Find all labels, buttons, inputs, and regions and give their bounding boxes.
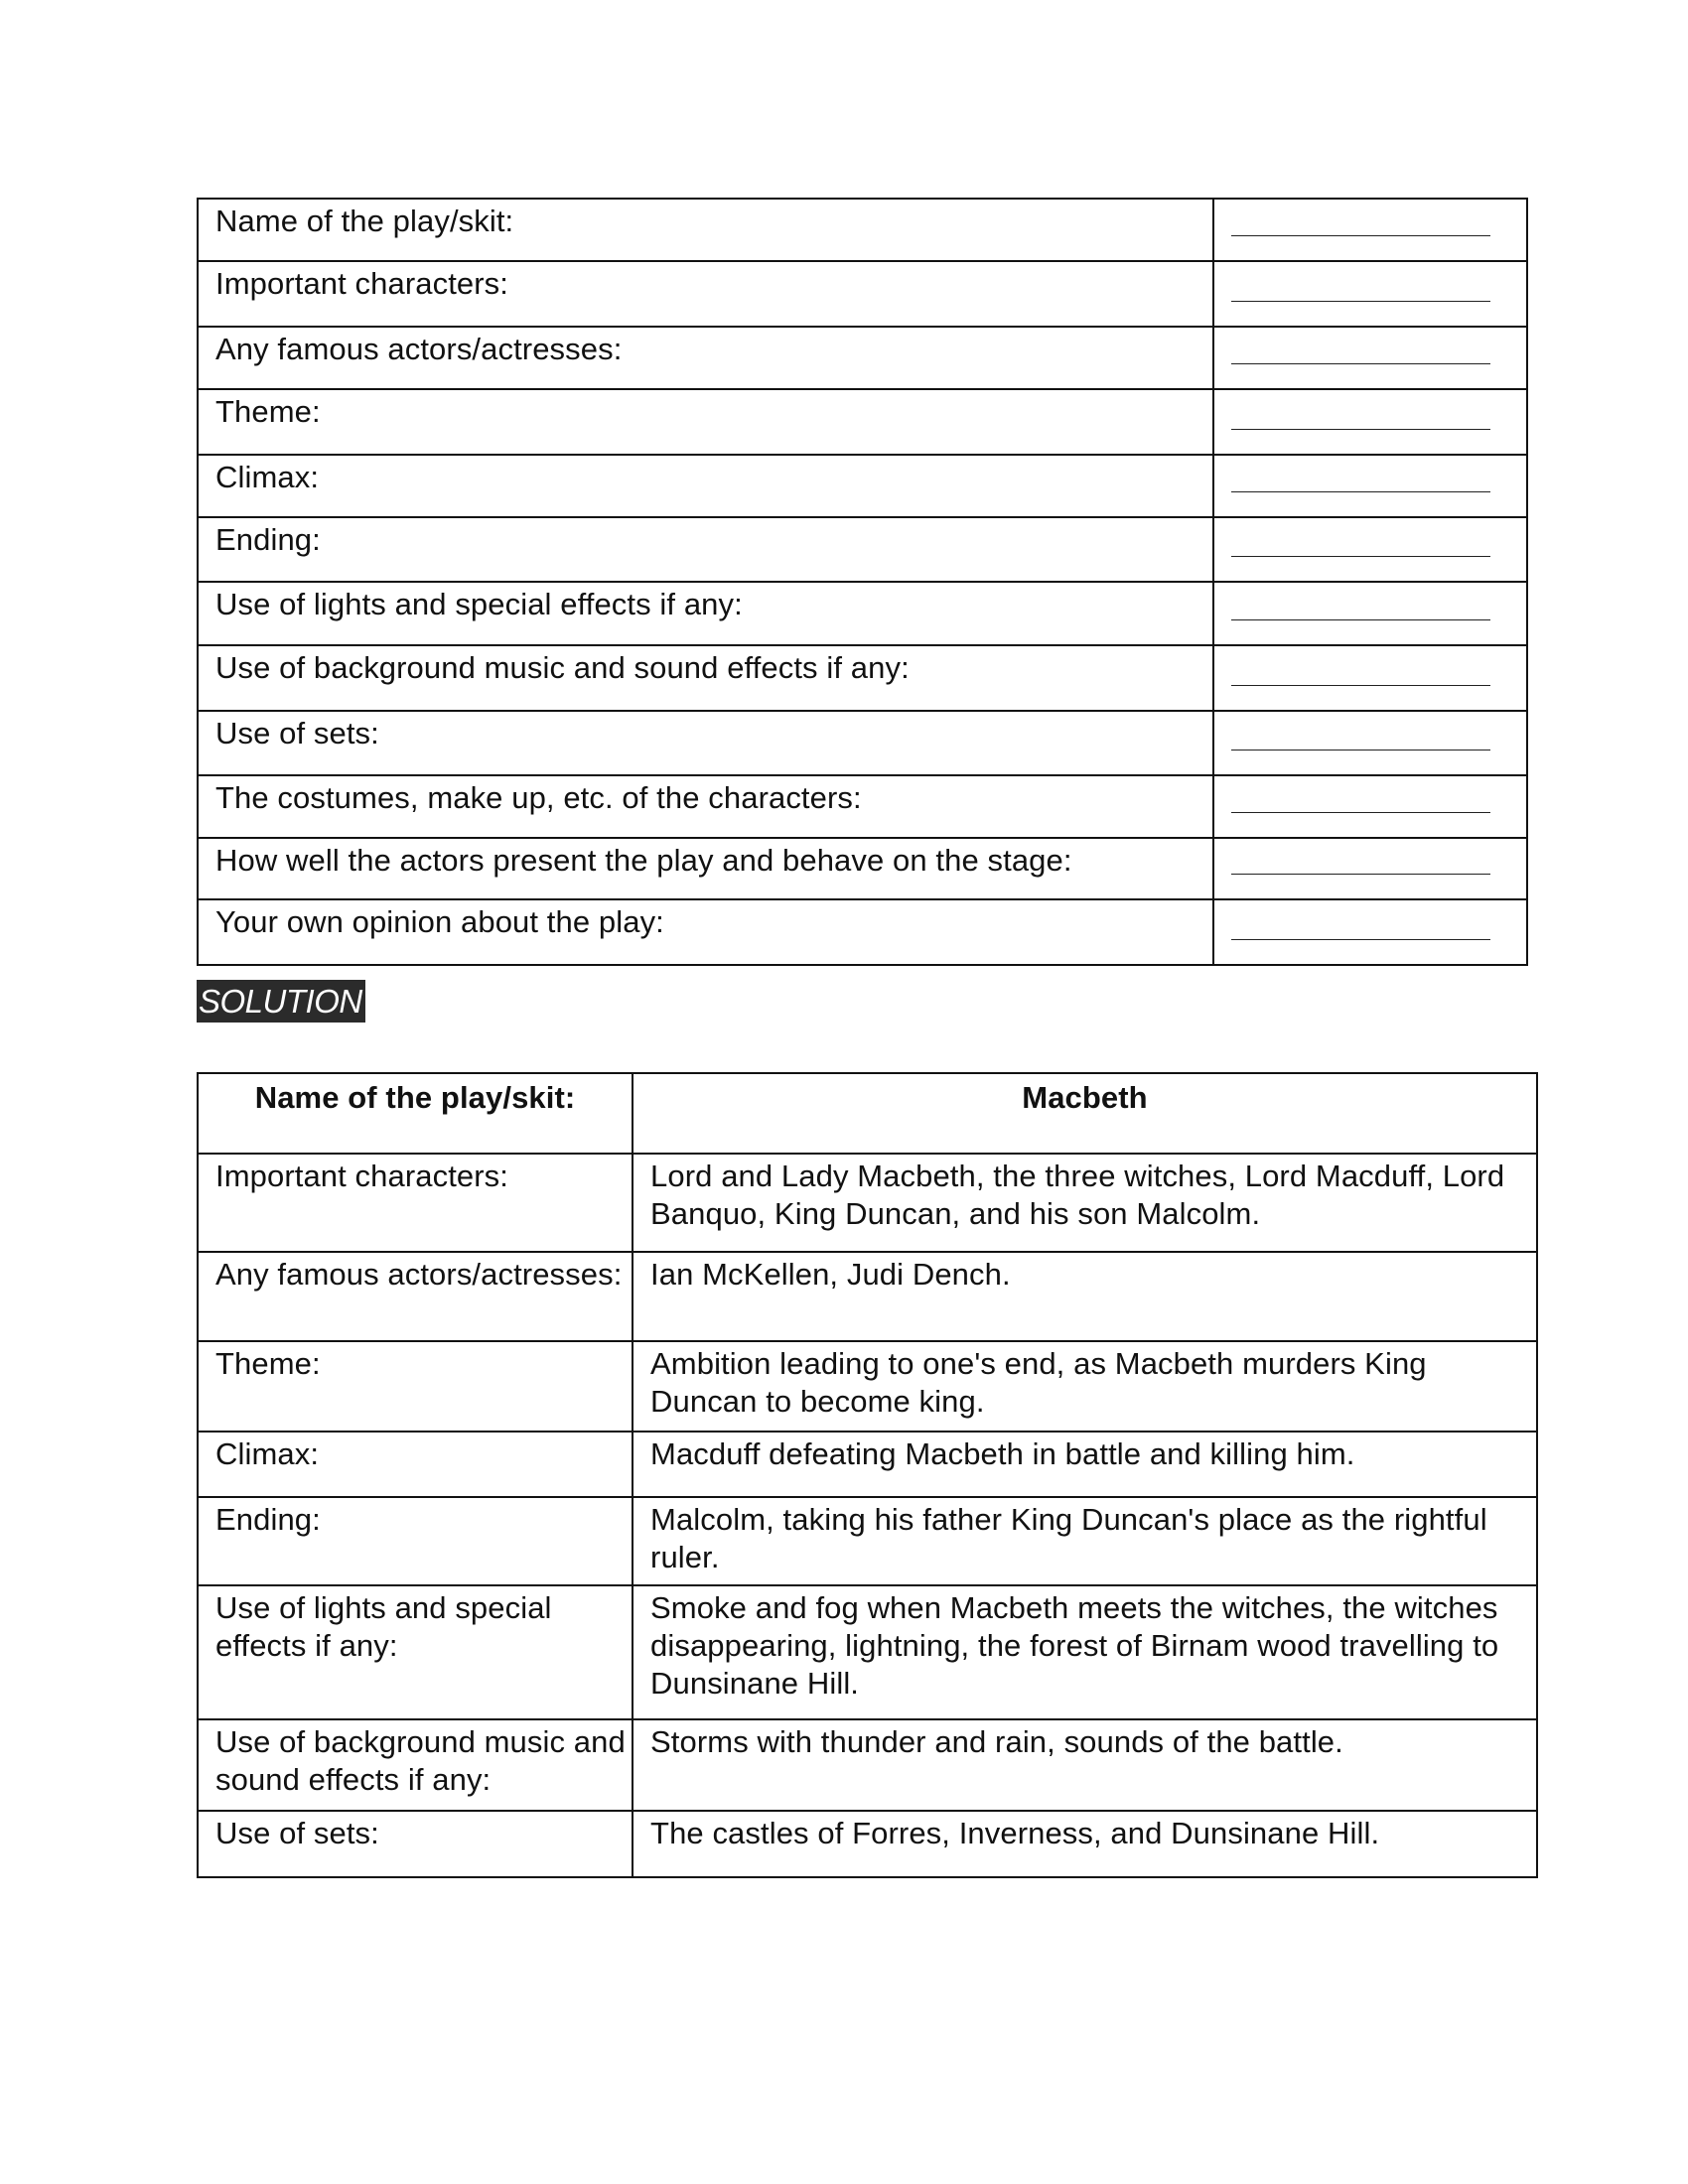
- table-row: [198, 645, 1527, 711]
- question-label: Ending:: [198, 517, 1213, 582]
- answer-blank[interactable]: [1213, 775, 1527, 838]
- solution-value: Ian McKellen, Judi Dench.: [633, 1252, 1537, 1341]
- solution-label: SOLUTION: [197, 980, 365, 1023]
- answer-blank[interactable]: [1213, 517, 1527, 582]
- table-row: [198, 775, 1527, 838]
- table-row: [198, 261, 1527, 327]
- blank-line: [1231, 750, 1490, 751]
- table-row: [198, 389, 1527, 455]
- solution-header-value: Macbeth: [633, 1073, 1537, 1154]
- solution-table: [197, 1072, 1538, 1878]
- blank-line: [1231, 874, 1490, 875]
- solution-key: Use of background music and sound effects if any:: [198, 1719, 633, 1811]
- table-row: [198, 1154, 1537, 1252]
- answer-blank[interactable]: [1213, 645, 1527, 711]
- solution-key: Ending:: [198, 1497, 633, 1585]
- solution-key: Important characters:: [198, 1154, 633, 1252]
- solution-key: Use of lights and special effects if any:: [198, 1585, 633, 1719]
- blank-line: [1231, 619, 1490, 620]
- solution-value: Storms with thunder and rain, sounds of the battle.: [633, 1719, 1537, 1811]
- table-row: [198, 1497, 1537, 1585]
- table-row: [198, 1585, 1537, 1719]
- blank-line: [1231, 812, 1490, 813]
- blank-line: [1231, 556, 1490, 557]
- answer-blank[interactable]: [1213, 327, 1527, 389]
- question-label: Use of background music and sound effects if any:: [198, 645, 1213, 711]
- question-label: Your own opinion about the play:: [198, 899, 1213, 965]
- question-label: The costumes, make up, etc. of the characters:: [198, 775, 1213, 838]
- solution-key: Use of sets:: [198, 1811, 633, 1877]
- table-row: [198, 327, 1527, 389]
- answer-blank[interactable]: [1213, 899, 1527, 965]
- table-row: [198, 899, 1527, 965]
- answer-blank[interactable]: [1213, 455, 1527, 517]
- answer-blank[interactable]: [1213, 199, 1527, 261]
- answer-blank[interactable]: [1213, 838, 1527, 899]
- blank-line: [1231, 235, 1490, 236]
- solution-value: Ambition leading to one's end, as Macbeth murders King Duncan to become king.: [633, 1341, 1537, 1432]
- answer-blank[interactable]: [1213, 261, 1527, 327]
- solution-header-row: [198, 1073, 1537, 1154]
- table-row: [198, 199, 1527, 261]
- table-row: [198, 517, 1527, 582]
- solution-value: Smoke and fog when Macbeth meets the witches, the witches disappearing, lightning, the forest of Birnam wood travelling to Dunsinane Hill.: [633, 1585, 1537, 1719]
- solution-value: Macduff defeating Macbeth in battle and killing him.: [633, 1432, 1537, 1497]
- table-row: [198, 582, 1527, 645]
- blank-line: [1231, 685, 1490, 686]
- table-row: [198, 1811, 1537, 1877]
- blank-line: [1231, 491, 1490, 492]
- table-row: [198, 1341, 1537, 1432]
- question-label: Theme:: [198, 389, 1213, 455]
- answer-blank[interactable]: [1213, 582, 1527, 645]
- table-row: [198, 1252, 1537, 1341]
- solution-header-key: Name of the play/skit:: [198, 1073, 633, 1154]
- question-label: Use of sets:: [198, 711, 1213, 775]
- question-label: How well the actors present the play and behave on the stage:: [198, 838, 1213, 899]
- question-label: Any famous actors/actresses:: [198, 327, 1213, 389]
- blank-line: [1231, 301, 1490, 302]
- solution-value: Malcolm, taking his father King Duncan's place as the rightful ruler.: [633, 1497, 1537, 1585]
- table-row: [198, 838, 1527, 899]
- solution-key: Any famous actors/actresses:: [198, 1252, 633, 1341]
- question-label: Important characters:: [198, 261, 1213, 327]
- table-row: [198, 455, 1527, 517]
- table-row: [198, 1719, 1537, 1811]
- blank-line: [1231, 939, 1490, 940]
- solution-key: Climax:: [198, 1432, 633, 1497]
- solution-key: Theme:: [198, 1341, 633, 1432]
- table-row: [198, 711, 1527, 775]
- answer-blank[interactable]: [1213, 389, 1527, 455]
- solution-value: The castles of Forres, Inverness, and Dunsinane Hill.: [633, 1811, 1537, 1877]
- question-label: Use of lights and special effects if any:: [198, 582, 1213, 645]
- question-label: Name of the play/skit:: [198, 199, 1213, 261]
- question-label: Climax:: [198, 455, 1213, 517]
- blank-line: [1231, 429, 1490, 430]
- table-row: [198, 1432, 1537, 1497]
- worksheet-table: [197, 198, 1528, 966]
- blank-line: [1231, 363, 1490, 364]
- solution-value: Lord and Lady Macbeth, the three witches, Lord Macduff, Lord Banquo, King Duncan, and his son Malcolm.: [633, 1154, 1537, 1252]
- answer-blank[interactable]: [1213, 711, 1527, 775]
